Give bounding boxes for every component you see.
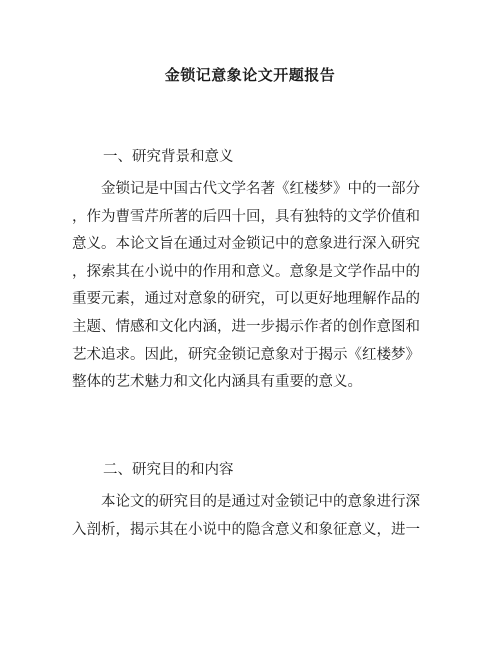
paragraph-line: 入剖析，揭示其在小说中的隐含意义和象征意义，进一 (72, 521, 420, 538)
section-heading-objectives: 二、研究目的和内容 (103, 462, 234, 478)
document-title: 金锁记意象论文开题报告 (164, 66, 336, 84)
paragraph-line: 意义。本论文旨在通过对金锁记中的意象进行深入研究 (72, 236, 420, 253)
section-heading-background: 一、研究背景和意义 (103, 149, 234, 165)
paragraph-line: 重要元素，通过对意象的研究，可以更好地理解作品的 (72, 291, 420, 308)
paragraph-line: 整体的艺术魅力和文化内涵具有重要的意义。 (72, 374, 362, 391)
paragraph-line: 主题、情感和文化内涵，进一步揭示作者的创作意图和 (72, 318, 420, 335)
paragraph-line: ，探索其在小说中的作用和意义。意象是文学作品中的 (72, 263, 420, 280)
section-paragraph-objectives (72, 489, 442, 544)
paragraph-line: ，作为曹雪芹所著的后四十回，具有独特的文学价值和 (72, 208, 420, 225)
paragraph-line: 本论文的研究目的是通过对金锁记中的意象进行深 (72, 494, 420, 510)
section-paragraph-background (72, 176, 442, 397)
paragraph-line: 艺术追求。因此，研究金锁记意象对于揭示《红楼梦》 (72, 346, 420, 363)
paragraph-line: 金锁记是中国古代文学名著《红楼梦》中的一部分 (72, 181, 420, 197)
